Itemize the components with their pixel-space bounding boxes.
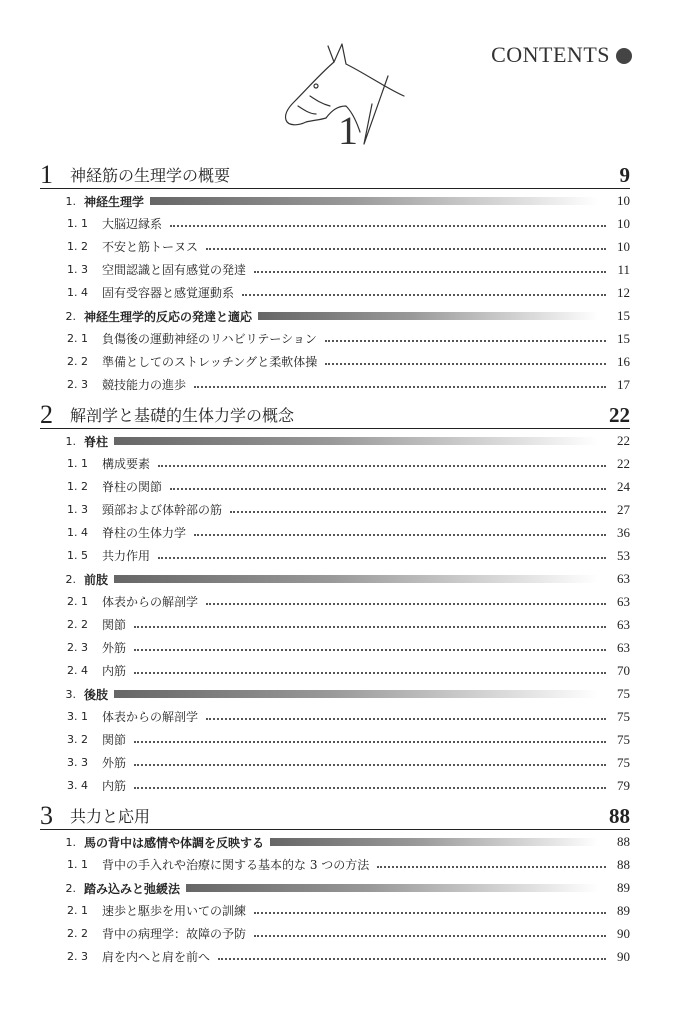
entry-page-number: 16 — [617, 353, 630, 369]
entry-page-number: 10 — [617, 215, 630, 231]
contents-header — [491, 42, 632, 68]
section-heading[interactable] — [40, 430, 630, 452]
dot-leader — [377, 866, 606, 868]
entry-title: 関節 — [102, 618, 127, 632]
section-number: 2. — [65, 572, 76, 586]
entry-number: 2. 4 — [67, 664, 88, 677]
entry-title: 外筋 — [102, 756, 127, 770]
dot-leader — [134, 764, 606, 766]
logo-mark: 1 — [338, 108, 358, 150]
part-heading[interactable] — [40, 158, 630, 189]
part-page-number: 88 — [609, 804, 630, 828]
section-gradient-bar — [114, 575, 598, 583]
dot-leader — [230, 511, 606, 513]
entry-number: 2. 2 — [67, 355, 88, 368]
section-gradient-bar — [270, 838, 598, 846]
entry-title: 構成要素 — [102, 457, 151, 471]
section-heading[interactable] — [40, 831, 630, 853]
section-number: 1. — [65, 194, 76, 208]
section-gradient-bar — [114, 690, 598, 698]
part-page-number: 9 — [619, 163, 630, 187]
entry-page-number: 88 — [617, 856, 630, 872]
toc-entry[interactable] — [40, 659, 630, 682]
entry-page-number: 63 — [617, 616, 630, 632]
section-number: 1. — [65, 835, 76, 849]
part-number: 3 — [40, 801, 53, 830]
toc-entry[interactable] — [40, 475, 630, 498]
toc-entry[interactable] — [40, 751, 630, 774]
entry-number: 1. 1 — [67, 457, 88, 470]
entry-number: 3. 3 — [67, 756, 88, 769]
entry-page-number: 89 — [617, 902, 630, 918]
section-heading[interactable] — [40, 877, 630, 899]
toc-entry[interactable] — [40, 498, 630, 521]
dot-leader — [325, 363, 606, 365]
entry-title: 外筋 — [102, 641, 127, 655]
entry-title: 固有受容器と感覚運動系 — [102, 286, 235, 300]
entry-title: 内筋 — [102, 664, 127, 678]
dot-leader — [242, 294, 606, 296]
toc-entry[interactable] — [40, 521, 630, 544]
section-number: 2. — [65, 309, 76, 323]
toc-entry[interactable] — [40, 853, 630, 876]
entry-number: 2. 3 — [67, 378, 88, 391]
dot-leader — [134, 649, 606, 651]
dot-leader — [218, 958, 606, 960]
horse-head-logo-icon — [276, 40, 406, 150]
table-of-contents — [40, 156, 630, 968]
dot-leader — [206, 248, 606, 250]
entry-title: 共力作用 — [102, 549, 151, 563]
entry-title: 準備としてのストレッチングと柔軟体操 — [102, 355, 318, 369]
section-title: 神経生理学 — [84, 194, 145, 209]
section-title: 脊柱 — [84, 434, 109, 449]
dot-leader — [134, 672, 606, 674]
entry-page-number: 17 — [617, 376, 630, 392]
entry-page-number: 24 — [617, 478, 630, 494]
toc-entry[interactable] — [40, 705, 630, 728]
entry-number: 3. 4 — [67, 779, 88, 792]
dot-leader — [134, 626, 606, 628]
dot-leader — [158, 465, 606, 467]
contents-title: CONTENTS — [491, 42, 610, 67]
section-page-number: 75 — [617, 686, 630, 701]
part-number: 1 — [40, 160, 53, 189]
part-number: 2 — [40, 400, 53, 429]
toc-entry[interactable] — [40, 235, 630, 258]
toc-entry[interactable] — [40, 590, 630, 613]
dot-leader — [206, 603, 606, 605]
entry-page-number: 90 — [617, 925, 630, 941]
entry-title: 空間認識と固有感覚の発達 — [102, 263, 247, 277]
entry-number: 1. 3 — [67, 503, 88, 516]
section-heading[interactable] — [40, 190, 630, 212]
section-title: 馬の背中は感情や体調を反映する — [84, 835, 265, 850]
entry-page-number: 11 — [617, 261, 630, 277]
section-number: 1. — [65, 434, 76, 448]
dot-leader — [254, 912, 606, 914]
section-gradient-bar — [258, 312, 598, 320]
toc-entry[interactable] — [40, 281, 630, 304]
entry-title: 不安と筋トーヌス — [102, 240, 199, 254]
entry-page-number: 63 — [617, 639, 630, 655]
section-page-number: 63 — [617, 571, 630, 586]
dot-leader — [170, 225, 606, 227]
entry-title: 肩を内へと肩を前へ — [102, 950, 211, 964]
section-title: 後肢 — [84, 687, 109, 702]
toc-entry[interactable] — [40, 258, 630, 281]
entry-page-number: 75 — [617, 708, 630, 724]
entry-title: 体表からの解剖学 — [102, 710, 199, 724]
entry-number: 1. 1 — [67, 858, 88, 871]
section-number: 2. — [65, 881, 76, 895]
entry-page-number: 63 — [617, 593, 630, 609]
entry-number: 2. 3 — [67, 641, 88, 654]
toc-entry[interactable] — [40, 774, 630, 797]
toc-entry[interactable] — [40, 350, 630, 373]
entry-title: 大脳辺縁系 — [102, 217, 163, 231]
entry-number: 1. 5 — [67, 549, 88, 562]
entry-number: 1. 2 — [67, 240, 88, 253]
dot-leader — [158, 557, 606, 559]
section-number: 3. — [65, 687, 76, 701]
entry-page-number: 27 — [617, 501, 630, 517]
entry-page-number: 10 — [617, 238, 630, 254]
entry-page-number: 70 — [617, 662, 630, 678]
toc-entry[interactable] — [40, 636, 630, 659]
section-page-number: 89 — [617, 880, 630, 895]
entry-page-number: 12 — [617, 284, 630, 300]
dot-leader — [325, 340, 606, 342]
section-title: 神経生理学的反応の発達と適応 — [84, 309, 253, 324]
toc-entry[interactable] — [40, 945, 630, 968]
entry-number: 1. 2 — [67, 480, 88, 493]
section-gradient-bar — [150, 197, 598, 205]
entry-number: 1. 3 — [67, 263, 88, 276]
section-gradient-bar — [186, 884, 598, 892]
section-page-number: 88 — [617, 834, 630, 849]
section-heading[interactable] — [40, 568, 630, 590]
entry-title: 脊柱の生体力学 — [102, 526, 187, 540]
entry-title: 内筋 — [102, 779, 127, 793]
entry-number: 1. 1 — [67, 217, 88, 230]
section-page-number: 22 — [617, 433, 630, 448]
entry-title: 背中の手入れや治療に関する基本的な 3 つの方法 — [102, 858, 370, 872]
section-title: 踏み込みと弛緩法 — [84, 881, 181, 896]
section-heading[interactable] — [40, 305, 630, 327]
entry-title: 関節 — [102, 733, 127, 747]
part-title: 共力と応用 — [70, 807, 151, 826]
entry-title: 頸部および体幹部の筋 — [102, 503, 223, 517]
dot-leader — [134, 787, 606, 789]
section-gradient-bar — [114, 437, 598, 445]
entry-page-number: 90 — [617, 948, 630, 964]
toc-entry[interactable] — [40, 544, 630, 567]
toc-entry[interactable] — [40, 613, 630, 636]
part-page-number: 22 — [609, 403, 630, 427]
entry-number: 2. 1 — [67, 332, 88, 345]
bullet-dot-icon — [616, 48, 632, 64]
entry-number: 1. 4 — [67, 526, 88, 539]
part-title: 神経筋の生理学の概要 — [70, 166, 231, 185]
part-heading[interactable] — [40, 799, 630, 830]
toc-entry[interactable] — [40, 452, 630, 475]
dot-leader — [254, 271, 606, 273]
toc-entry[interactable] — [40, 373, 630, 396]
entry-page-number: 79 — [617, 777, 630, 793]
toc-entry[interactable] — [40, 922, 630, 945]
entry-title: 競技能力の進歩 — [102, 378, 187, 392]
dot-leader — [206, 718, 606, 720]
part-heading[interactable] — [40, 398, 630, 429]
entry-page-number: 75 — [617, 731, 630, 747]
dot-leader — [194, 534, 606, 536]
entry-page-number: 53 — [617, 547, 630, 563]
entry-title: 脊柱の関節 — [102, 480, 163, 494]
section-page-number: 10 — [617, 193, 630, 208]
entry-number: 3. 2 — [67, 733, 88, 746]
toc-entry[interactable] — [40, 327, 630, 350]
entry-title: 負傷後の運動神経のリハビリテーション — [102, 332, 317, 346]
entry-number: 2. 2 — [67, 927, 88, 940]
entry-page-number: 15 — [617, 330, 630, 346]
dot-leader — [254, 935, 606, 937]
dot-leader — [170, 488, 606, 490]
part-title: 解剖学と基礎的生体力学の概念 — [70, 406, 295, 425]
dot-leader — [194, 386, 606, 388]
toc-entry[interactable] — [40, 899, 630, 922]
entry-page-number: 22 — [617, 455, 630, 471]
dot-leader — [134, 741, 606, 743]
entry-number: 2. 3 — [67, 950, 88, 963]
entry-number: 2. 2 — [67, 618, 88, 631]
entry-title: 体表からの解剖学 — [102, 595, 199, 609]
entry-title: 速歩と駆歩を用いての訓練 — [102, 904, 247, 918]
entry-number: 2. 1 — [67, 904, 88, 917]
entry-page-number: 75 — [617, 754, 630, 770]
entry-page-number: 36 — [617, 524, 630, 540]
entry-number: 3. 1 — [67, 710, 88, 723]
entry-title: 背中の病理学：故障の予防 — [102, 927, 247, 941]
entry-number: 1. 4 — [67, 286, 88, 299]
section-heading[interactable] — [40, 683, 630, 705]
section-page-number: 15 — [617, 308, 630, 323]
toc-entry[interactable] — [40, 212, 630, 235]
entry-number: 2. 1 — [67, 595, 88, 608]
section-title: 前肢 — [84, 572, 109, 587]
toc-entry[interactable] — [40, 728, 630, 751]
